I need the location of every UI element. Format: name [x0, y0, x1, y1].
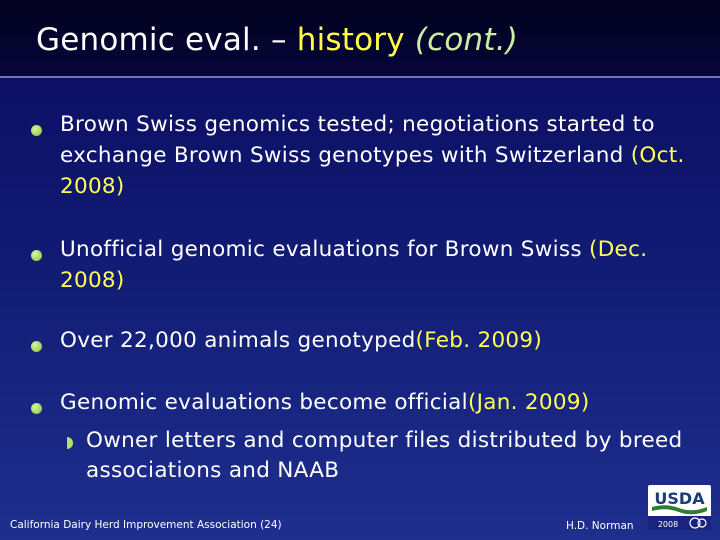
- bullet-4-date: (Jan. 2009): [467, 390, 590, 415]
- title-part-1: Genomic eval. –: [36, 22, 297, 58]
- bullet-3: [60, 325, 710, 356]
- bullet-4-text: Genomic evaluations become official: [60, 390, 468, 415]
- bullet-1-date: (Oct. 2008): [60, 143, 685, 199]
- footer-author: H.D. Norman: [566, 520, 634, 532]
- bullet-dot-icon: [31, 403, 42, 414]
- title-divider: [0, 76, 720, 78]
- usda-logo: [648, 485, 711, 530]
- title-part-2: history: [296, 22, 405, 58]
- sub-bullet-icon: [67, 437, 73, 449]
- bullet-4: [60, 387, 710, 418]
- bullet-2-text: Unofficial genomic evaluations for Brown Swiss: [60, 237, 590, 262]
- bullet-3-text: Over 22,000 animals genotyped: [60, 328, 416, 353]
- bullet-dot-icon: [31, 250, 42, 261]
- slide-title: [36, 22, 518, 58]
- footer-source: California Dairy Herd Improvement Association (24): [10, 519, 282, 531]
- bullet-dot-icon: [31, 341, 42, 352]
- bullet-2: [60, 234, 710, 296]
- logo-year: 2008: [657, 520, 679, 529]
- sub-bullet: Owner letters and computer files distributed by breed associations and NAAB: [86, 428, 683, 483]
- title-part-3: (cont.): [404, 22, 519, 58]
- bullet-2-date: (Dec. 2008): [60, 237, 648, 293]
- bullet-3-date: (Feb. 2009): [415, 328, 543, 353]
- bullet-1: [60, 109, 710, 202]
- usda-logo-text: USDA: [654, 489, 705, 508]
- bullet-1-text: Brown Swiss genomics tested; negotiations started to exchange Brown Swiss genotypes with Switzerland: [60, 112, 655, 168]
- bullet-dot-icon: [31, 125, 42, 136]
